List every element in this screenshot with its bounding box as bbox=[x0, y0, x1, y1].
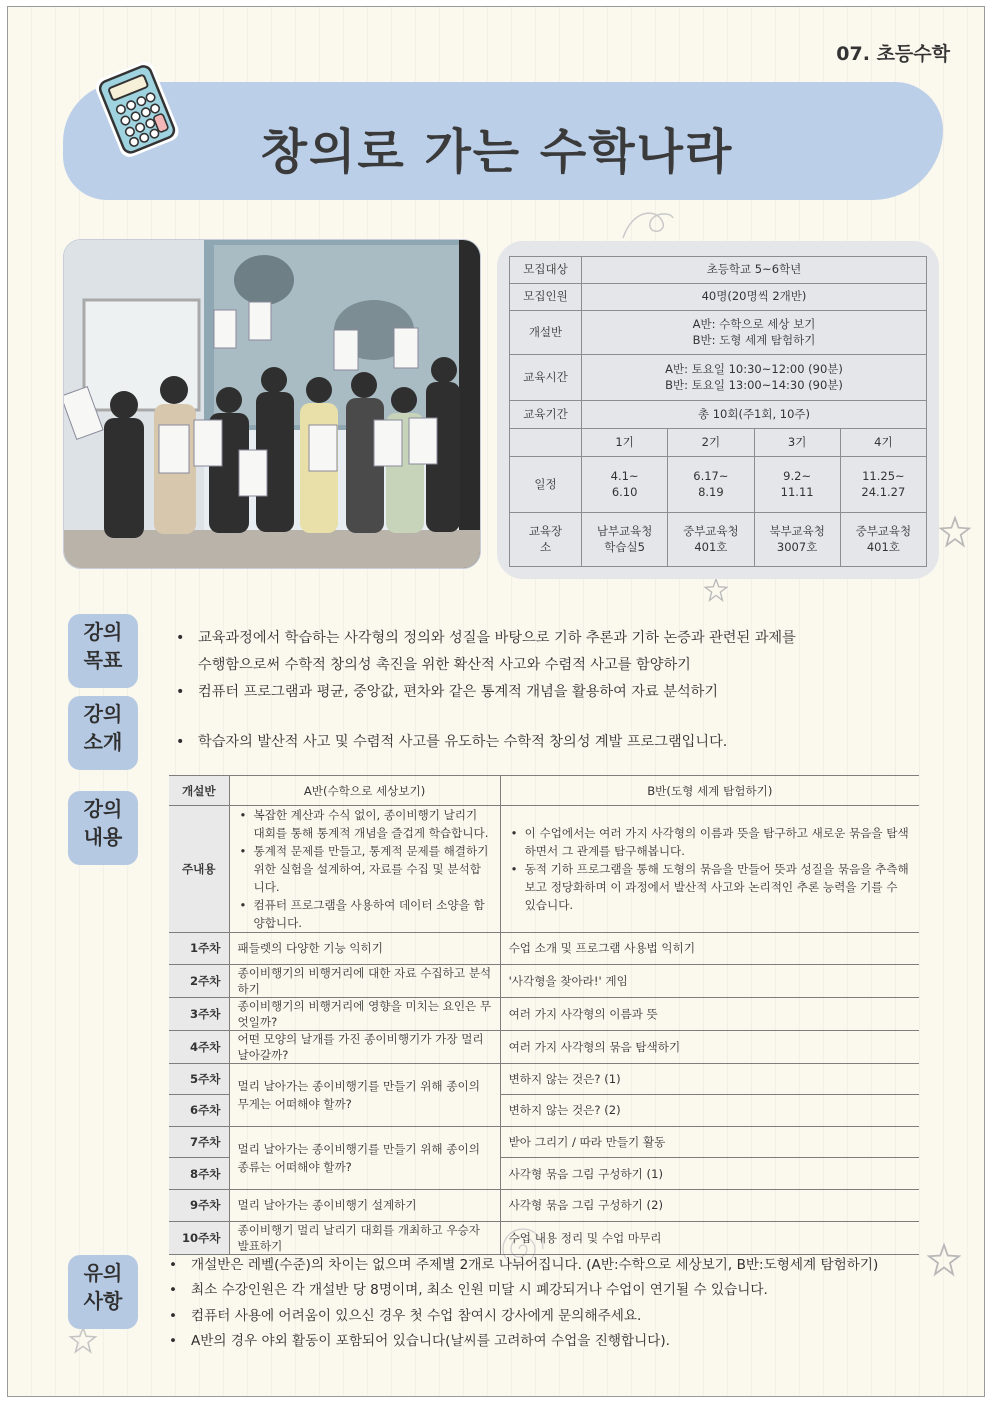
week-b: '사각형을 찾아라!' 게임 bbox=[500, 964, 919, 997]
tag-line: 소개 bbox=[83, 730, 123, 754]
week-a: 멀리 날아가는 종이비행기 설계하기 bbox=[229, 1189, 500, 1221]
place-cell bbox=[754, 513, 840, 567]
week-label: 7주차 bbox=[169, 1126, 229, 1158]
term-label: 1기 bbox=[582, 429, 668, 457]
table-row bbox=[169, 1126, 919, 1158]
place-room: 학습실5 bbox=[604, 539, 645, 554]
week-b: 받아 그리기 / 따라 만들기 활동 bbox=[500, 1126, 919, 1158]
week-a: 멀리 날아가는 종이비행기를 만들기 위해 종이의 종류는 어떠해야 할까? bbox=[229, 1126, 500, 1189]
star-doodle-icon bbox=[68, 1325, 98, 1355]
week-a: 패들렛의 다양한 기능 익히기 bbox=[229, 933, 500, 965]
week-b: 수업 소개 및 프로그램 사용법 익히기 bbox=[500, 933, 919, 965]
week-label: 1주차 bbox=[169, 933, 229, 965]
main-content-b bbox=[500, 806, 919, 933]
intro-tag bbox=[68, 696, 138, 770]
info-target: 초등학교 5~6학년 bbox=[582, 257, 927, 284]
content-tag bbox=[68, 791, 138, 865]
star-doodle-icon bbox=[703, 577, 729, 603]
info-time-b: B반: 토요일 13:00~14:30 (90분) bbox=[665, 377, 843, 392]
tag-line: 사항 bbox=[83, 1289, 123, 1313]
place-cell bbox=[582, 513, 668, 567]
week-a: 종이비행기 멀리 날리기 대회를 개최하고 우승자 발표하기 bbox=[229, 1221, 500, 1254]
goal-list bbox=[176, 625, 796, 706]
table-row bbox=[169, 1221, 919, 1254]
place-room: 3007호 bbox=[776, 539, 818, 554]
week-b: 여러 가지 사각형의 이름과 뜻 bbox=[500, 997, 919, 1030]
goal-tag bbox=[68, 614, 138, 688]
table-row bbox=[169, 964, 919, 997]
note-item: • 최소 수강인원은 각 개설반 당 8명이며, 최소 인원 미달 시 폐강되거나 수업이 연기될 수 있습니다. bbox=[169, 1278, 878, 1303]
intro-item: • 학습자의 발산적 사고 및 수렴적 사고를 유도하는 수학적 창의성 계발 프로그램입니다. bbox=[176, 729, 727, 756]
table-row bbox=[169, 1063, 919, 1095]
tag-line: 강의 bbox=[83, 620, 123, 644]
info-label: 교육기간 bbox=[510, 401, 582, 429]
tag-line: 강의 bbox=[83, 797, 123, 821]
page-title: 창의로 가는 수학나라 bbox=[260, 124, 734, 180]
header-class: 개설반 bbox=[169, 776, 229, 806]
course-info-table bbox=[509, 256, 927, 567]
week-a: 멀리 날아가는 종이비행기를 만들기 위해 종이의 무게는 어떠해야 할까? bbox=[229, 1063, 500, 1126]
week-a: 어떤 모양의 날개를 가진 종이비행기가 가장 멀리 날아갈까? bbox=[229, 1030, 500, 1063]
schedule-cell bbox=[840, 457, 926, 513]
notes-tag bbox=[68, 1255, 138, 1329]
star-doodle-icon bbox=[926, 1242, 962, 1278]
swirl-doodle-icon bbox=[618, 203, 678, 243]
week-label: 6주차 bbox=[169, 1095, 229, 1127]
place-label-line: 교육장 bbox=[528, 523, 563, 538]
week-b: 사각형 묶음 그림 구성하기 (1) bbox=[500, 1158, 919, 1190]
info-class-a: A반: 수학으로 세상 보기 bbox=[692, 316, 816, 331]
week-label: 9주차 bbox=[169, 1189, 229, 1221]
goal-item: • 컴퓨터 프로그램과 평균, 중앙값, 편차와 같은 통계적 개념을 활용하여 자료 분석하기 bbox=[176, 679, 796, 706]
term-label: 3기 bbox=[754, 429, 840, 457]
week-b: 변하지 않는 것은? (1) bbox=[500, 1063, 919, 1095]
week-label: 2주차 bbox=[169, 964, 229, 997]
schedule-start: 6.17~ bbox=[693, 468, 729, 483]
info-label: 일정 bbox=[510, 457, 582, 513]
header-class-b: B반(도형 세계 탐험하기) bbox=[500, 776, 919, 806]
star-doodle-icon bbox=[938, 515, 972, 549]
main-a-item: • 통계적 문제를 만들고, 통계적 문제를 해결하기 위한 실험을 설계하여, 자료를 수집 및 분석합니다. bbox=[238, 842, 492, 896]
note-item: • A반의 경우 야외 활동이 포함되어 있습니다(날씨를 고려하여 수업을 진행합니다). bbox=[169, 1329, 878, 1354]
week-label: 5주차 bbox=[169, 1063, 229, 1095]
header-class-a: A반(수학으로 세상보기) bbox=[229, 776, 500, 806]
place-office: 중부교육청 bbox=[855, 523, 912, 538]
notes-list bbox=[169, 1253, 878, 1355]
place-office: 중부교육청 bbox=[683, 523, 739, 538]
week-label: 8주차 bbox=[169, 1158, 229, 1190]
intro-list bbox=[176, 729, 727, 756]
main-content-label: 주내용 bbox=[169, 806, 229, 933]
term-label: 4기 bbox=[840, 429, 926, 457]
info-label: 교육시간 bbox=[510, 355, 582, 401]
place-office: 남부교육청 bbox=[596, 523, 653, 538]
students-photo-image bbox=[64, 240, 481, 569]
place-room: 401호 bbox=[694, 539, 728, 554]
tag-line: 강의 bbox=[83, 702, 123, 726]
curriculum-table bbox=[169, 775, 919, 1255]
week-b: 사각형 묶음 그림 구성하기 (2) bbox=[500, 1189, 919, 1221]
main-a-item: • 복잡한 계산과 수식 없이, 종이비행기 날리기 대회를 통해 통계적 개념을 즐겁게 학습합니다. bbox=[238, 806, 492, 842]
note-item: • 컴퓨터 사용에 어려움이 있으신 경우 첫 수업 참여시 강사에게 문의해주세요. bbox=[169, 1304, 878, 1329]
week-b: 변하지 않는 것은? (2) bbox=[500, 1095, 919, 1127]
tag-line: 내용 bbox=[83, 825, 123, 849]
info-class-b: B반: 도형 세계 탐험하기 bbox=[692, 332, 816, 347]
table-row bbox=[169, 1030, 919, 1063]
page bbox=[7, 6, 985, 1397]
class-photo bbox=[63, 239, 481, 569]
section-label: 07. 초등수학 bbox=[836, 43, 950, 65]
info-blank-cell bbox=[510, 429, 582, 457]
place-room: 401호 bbox=[866, 539, 900, 554]
place-office: 북부교육청 bbox=[769, 523, 825, 538]
place-cell bbox=[840, 513, 926, 567]
tag-line: 유의 bbox=[83, 1261, 123, 1285]
main-content-a bbox=[229, 806, 500, 933]
schedule-start: 4.1~ bbox=[610, 468, 639, 483]
goal-item: • 교육과정에서 학습하는 사각형의 정의와 성질을 바탕으로 기하 추론과 기하 논증과 관련된 과제를 bbox=[176, 625, 796, 652]
place-label-line: 소 bbox=[539, 539, 552, 554]
info-time-a: A반: 토요일 10:30~12:00 (90분) bbox=[665, 361, 843, 376]
schedule-end: 24.1.27 bbox=[861, 484, 906, 499]
tag-line: 목표 bbox=[83, 648, 123, 672]
week-label: 3주차 bbox=[169, 997, 229, 1030]
schedule-end: 8.19 bbox=[698, 484, 724, 499]
info-label bbox=[510, 513, 582, 567]
week-label: 10주차 bbox=[169, 1221, 229, 1254]
main-a-item: • 컴퓨터 프로그램을 사용하여 데이터 소양을 함양합니다. bbox=[238, 896, 492, 932]
info-label: 모집대상 bbox=[510, 257, 582, 284]
table-row bbox=[169, 1189, 919, 1221]
info-capacity: 40명(20명씩 2개반) bbox=[582, 284, 927, 311]
info-label: 개설반 bbox=[510, 311, 582, 355]
goal-item-continued: 수행함으로써 수학적 창의성 촉진을 위한 확산적 사고와 수렴적 사고를 함양하기 bbox=[198, 657, 691, 673]
place-cell bbox=[668, 513, 754, 567]
schedule-cell bbox=[668, 457, 754, 513]
term-label: 2기 bbox=[668, 429, 754, 457]
main-b-item: • 동적 기하 프로그램을 통해 도형의 묶음을 만들어 뜻과 성질을 묶음을 추측해보고 정당화하며 이 과정에서 발산적 사고와 논리적인 추론 능력을 기를 수 있습니다. bbox=[509, 860, 911, 914]
note-item: • 개설반은 레벨(수준)의 차이는 없으며 주제별 2개로 나뉘어집니다. (A반:수학으로 세상보기, B반:도형세계 탐험하기) bbox=[169, 1253, 878, 1278]
info-times bbox=[582, 355, 927, 401]
schedule-end: 6.10 bbox=[611, 484, 638, 499]
week-label: 4주차 bbox=[169, 1030, 229, 1063]
schedule-start: 9.2~ bbox=[783, 468, 812, 483]
table-row bbox=[169, 997, 919, 1030]
week-a: 종이비행기의 비행거리에 대한 자료 수집하고 분석하기 bbox=[229, 964, 500, 997]
schedule-cell bbox=[582, 457, 668, 513]
schedule-cell bbox=[754, 457, 840, 513]
info-period: 총 10회(주1회, 10주) bbox=[582, 401, 927, 429]
schedule-start: 11.25~ bbox=[862, 468, 905, 483]
main-b-item: • 이 수업에서는 여러 가지 사각형의 이름과 뜻을 탐구하고 새로운 묶음을 탐색하면서 그 관계를 탐구해봅니다. bbox=[509, 824, 911, 860]
week-a: 종이비행기의 비행거리에 영향을 미치는 요인은 무엇일까? bbox=[229, 997, 500, 1030]
table-row bbox=[169, 933, 919, 965]
info-classes bbox=[582, 311, 927, 355]
info-label: 모집인원 bbox=[510, 284, 582, 311]
week-b: 수업 내용 정리 및 수업 마무리 bbox=[500, 1221, 919, 1254]
week-b: 여러 가지 사각형의 묶음 탐색하기 bbox=[500, 1030, 919, 1063]
schedule-end: 11.11 bbox=[780, 484, 814, 499]
